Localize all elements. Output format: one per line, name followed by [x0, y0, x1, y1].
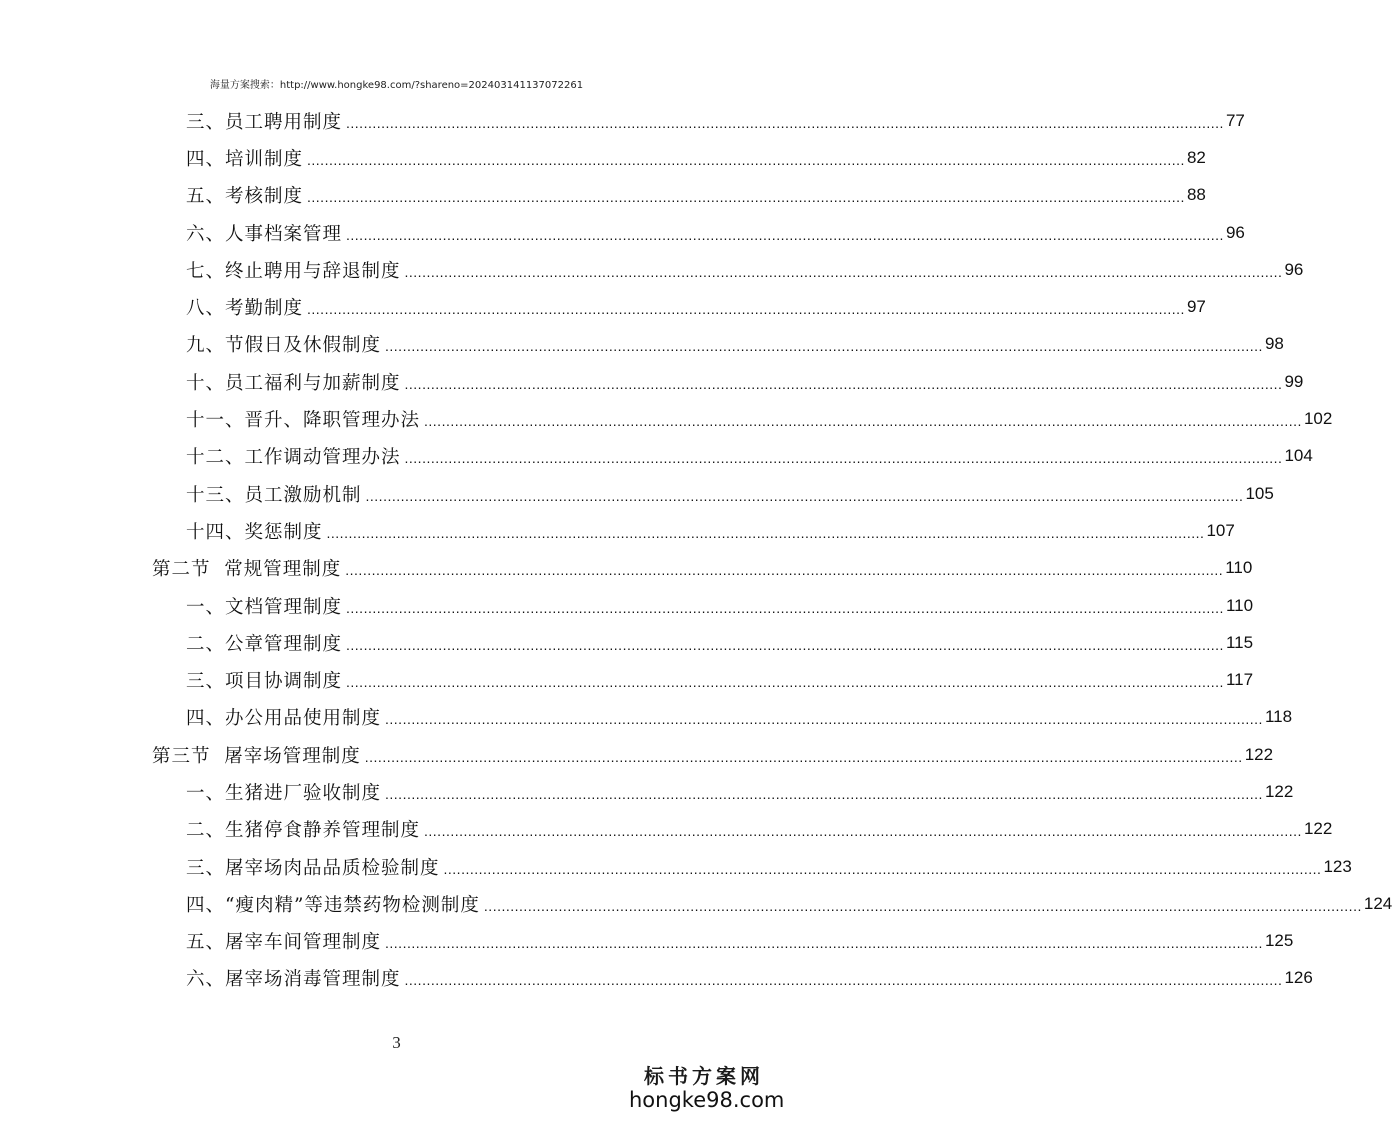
toc-entry-page: 96: [1284, 259, 1304, 279]
toc-entry[interactable]: [0, 400, 1333, 437]
toc-entry-title: 十三、员工激励机制: [186, 484, 362, 506]
toc-entry[interactable]: [0, 438, 1313, 475]
toc-entry[interactable]: [0, 214, 1245, 251]
toc-dot-leader: ........................................................................................................................................................................................................: [307, 189, 1185, 206]
toc-dot-leader: ........................................................................................................................................................................................................: [326, 524, 1205, 541]
toc-entry-title: 八、考勤制度: [186, 298, 304, 320]
toc-dot-leader: ........................................................................................................................................................................................................: [424, 823, 1302, 840]
toc-entry-title: 五、屠宰车间管理制度: [186, 932, 382, 954]
toc-entry-title: 三、项目协调制度: [186, 671, 343, 693]
toc-entry-page: 97: [1186, 297, 1206, 317]
toc-entry-title: 三、员工聘用制度: [186, 111, 343, 133]
toc-entry-title: 四、办公用品使用制度: [186, 708, 382, 730]
toc-dot-leader: ........................................................................................................................................................................................................: [385, 711, 1263, 728]
toc-entry-page: 88: [1186, 185, 1206, 205]
toc-dot-leader: ........................................................................................................................................................................................................: [404, 263, 1283, 280]
toc-entry-title: 第三节 屠宰场管理制度: [152, 745, 361, 767]
toc-dot-leader: ........................................................................................................................................................................................................: [346, 599, 1224, 616]
toc-entry-title: 六、屠宰场消毒管理制度: [186, 969, 401, 991]
toc-dot-leader: ........................................................................................................................................................................................................: [307, 151, 1185, 168]
toc-entry[interactable]: [0, 326, 1284, 363]
toc-entry-page: 125: [1264, 931, 1294, 951]
toc-entry-page: 82: [1186, 147, 1206, 167]
toc-entry-page: 124: [1363, 893, 1392, 913]
toc-entry[interactable]: [0, 288, 1206, 325]
toc-dot-leader: ........................................................................................................................................................................................................: [404, 972, 1283, 989]
toc-dot-leader: ........................................................................................................................................................................................................: [385, 935, 1263, 952]
toc-entry-title: 二、公章管理制度: [186, 633, 343, 655]
toc-entry[interactable]: [0, 102, 1245, 139]
toc-dot-leader: ........................................................................................................................................................................................................: [385, 338, 1263, 355]
toc-entry[interactable]: [0, 811, 1333, 848]
toc-entry-page: 98: [1264, 334, 1284, 354]
toc-entry-title: 四、“瘦肉精”等违禁药物检测制度: [186, 894, 480, 916]
toc-dot-leader: ........................................................................................................................................................................................................: [346, 674, 1224, 691]
toc-dot-leader: ........................................................................................................................................................................................................: [404, 450, 1283, 467]
toc-entry-page: 107: [1206, 520, 1235, 540]
toc-entry-page: 115: [1225, 632, 1254, 652]
toc-dot-leader: ........................................................................................................................................................................................................: [346, 114, 1224, 131]
toc-dot-leader: ........................................................................................................................................................................................................: [307, 301, 1185, 318]
toc-entry-title: 九、节假日及休假制度: [186, 335, 382, 357]
toc-entry[interactable]: [0, 251, 1304, 288]
toc-entry-page: 122: [1303, 819, 1333, 839]
toc-entry-page: 122: [1264, 781, 1294, 801]
toc-entry-page: 117: [1225, 670, 1254, 690]
toc-entry-page: 96: [1225, 222, 1245, 242]
toc-entry-title: 十四、奖惩制度: [186, 521, 323, 543]
toc-entry-title: 十、员工福利与加薪制度: [186, 372, 401, 394]
toc-entry[interactable]: [0, 773, 1294, 810]
toc-dot-leader: ........................................................................................................................................................................................................: [346, 636, 1224, 653]
toc-dot-leader: ........................................................................................................................................................................................................: [345, 562, 1224, 579]
toc-entry[interactable]: [0, 699, 1293, 736]
toc-entry-title: 一、生猪进厂验收制度: [186, 782, 382, 804]
toc-dot-leader: ........................................................................................................................................................................................................: [364, 748, 1243, 765]
toc-entry-page: 118: [1264, 707, 1293, 727]
toc-entry-page: 110: [1225, 558, 1253, 578]
toc-entry[interactable]: [0, 475, 1274, 512]
toc-entry[interactable]: [0, 363, 1304, 400]
toc-entry-page: 110: [1225, 595, 1254, 615]
toc-entry-page: 122: [1244, 744, 1274, 764]
toc-entry[interactable]: [0, 960, 1313, 997]
toc-entry-page: 123: [1323, 856, 1352, 876]
toc-entry-page: 126: [1284, 968, 1313, 988]
watermark-title: 标书方案网: [644, 1064, 764, 1088]
toc-entry[interactable]: [0, 736, 1274, 773]
toc-entry-page: 77: [1225, 110, 1245, 130]
toc-entry[interactable]: [0, 139, 1206, 176]
toc-entry-title: 一、文档管理制度: [186, 596, 343, 618]
page-header: 海量方案搜索：http://www.hongke98.com/?shareno=202403141137072261: [209, 80, 584, 91]
watermark-url: hongke98.com: [629, 1088, 785, 1112]
toc-entry[interactable]: [0, 512, 1235, 549]
toc-entry-title: 十二、工作调动管理办法: [186, 447, 401, 469]
toc-entry[interactable]: [0, 624, 1254, 661]
toc-dot-leader: ........................................................................................................................................................................................................: [443, 860, 1322, 877]
table-of-contents: [0, 102, 1392, 997]
toc-entry-title: 四、培训制度: [186, 148, 304, 170]
toc-dot-leader: ........................................................................................................................................................................................................: [365, 487, 1244, 504]
toc-entry[interactable]: [0, 885, 1392, 922]
toc-entry[interactable]: [0, 661, 1254, 698]
toc-entry[interactable]: [0, 923, 1294, 960]
toc-entry[interactable]: [0, 848, 1352, 885]
toc-entry-title: 十一、晋升、降职管理办法: [186, 410, 421, 432]
page-number: 3: [392, 1033, 401, 1052]
toc-dot-leader: ........................................................................................................................................................................................................: [483, 897, 1362, 914]
toc-entry-title: 二、生猪停食静养管理制度: [186, 820, 421, 842]
toc-entry-page: 99: [1284, 371, 1304, 391]
toc-entry-page: 105: [1245, 483, 1274, 503]
toc-entry-title: 六、人事档案管理: [186, 223, 343, 245]
toc-entry-title: 第二节 常规管理制度: [152, 559, 342, 581]
watermark-logo: [629, 1064, 785, 1112]
toc-dot-leader: ........................................................................................................................................................................................................: [424, 413, 1302, 430]
toc-dot-leader: ........................................................................................................................................................................................................: [346, 226, 1224, 243]
toc-entry[interactable]: [0, 177, 1206, 214]
toc-dot-leader: ........................................................................................................................................................................................................: [404, 375, 1283, 392]
toc-entry[interactable]: [0, 550, 1253, 587]
toc-entry-title: 三、屠宰场肉品品质检验制度: [186, 857, 440, 879]
toc-dot-leader: ........................................................................................................................................................................................................: [385, 785, 1263, 802]
toc-entry-page: 102: [1303, 409, 1333, 429]
toc-entry-page: 104: [1284, 446, 1313, 466]
toc-entry-title: 五、考核制度: [186, 186, 304, 208]
toc-entry-title: 七、终止聘用与辞退制度: [186, 260, 401, 282]
toc-entry[interactable]: [0, 587, 1254, 624]
